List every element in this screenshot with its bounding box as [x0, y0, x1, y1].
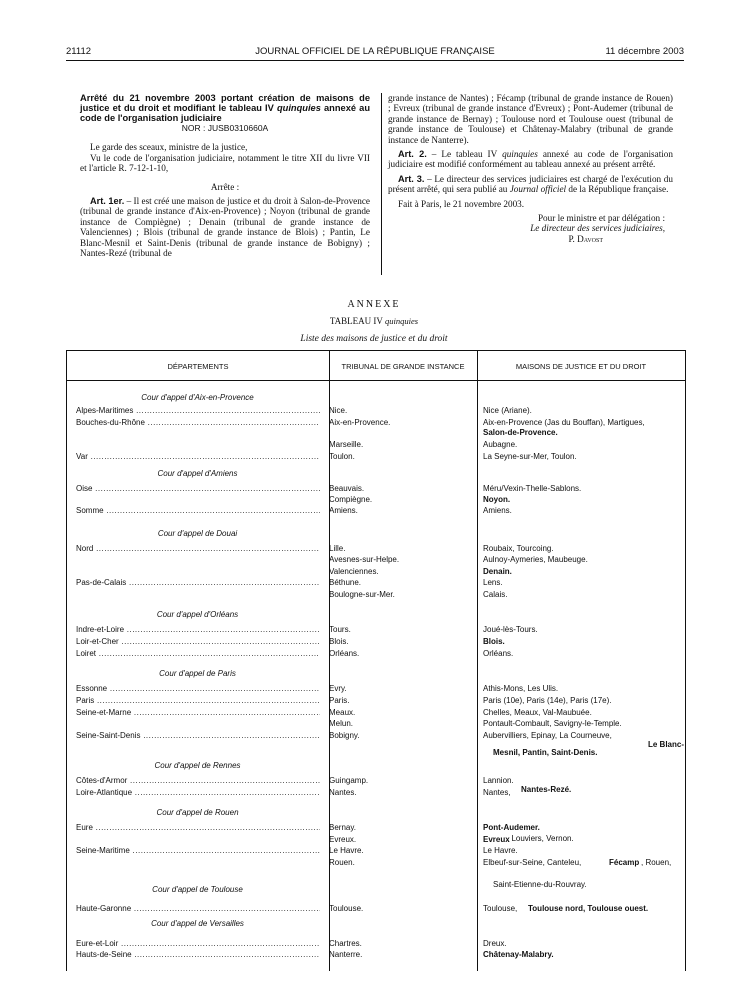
departement-cell: Loiret ..... [76, 649, 320, 659]
departement-cell: Paris ..... [76, 696, 320, 706]
maison-cell: Le Blanc- [648, 740, 685, 749]
maison-cell: , Louviers, Vernon. [507, 834, 574, 843]
tribunal-cell: Amiens. [329, 506, 358, 515]
departement-cell: Pas-de-Calais ..... [76, 578, 320, 588]
article-1: Art. 1er. – Il est créé une maison de justice et du droit à Salon-de-Provence (tribunal de grande instance d'Aix-en-Provence) ; Noyon (tribunal de grande instance de Compiègne) ; Denain (tribunal de grande instance de Valenciennes) ; Blois (tribunal de grande instance de Blois) ; Pantin, Le Blanc-Mesnil et Saint-Denis (tribunal de grande instance de Bobigny) ; Nantes-Rezé (tribunal de [80, 196, 370, 259]
col-header-departements: DÉPARTEMENTS [167, 362, 229, 371]
maison-cell: Elbeuf-sur-Seine, Canteleu, [483, 858, 582, 867]
court-heading: Cour d'appel de Rennes [154, 761, 241, 770]
court-heading: Cour d'appel de Paris [159, 669, 236, 678]
maison-cell: Orléans. [483, 649, 514, 658]
maison-cell: Aix-en-Provence (Jas du Bouffan), Martigues, [483, 418, 645, 427]
nor-reference: NOR : JUSB0310660A [181, 123, 269, 133]
tribunal-cell: Lille. [329, 544, 346, 553]
maison-cell: Chelles, Meaux, Val-Maubuée. [483, 708, 592, 717]
column-divider [381, 93, 382, 275]
maison-cell: Châtenay-Malabry. [483, 950, 554, 959]
maison-cell: Fécamp [609, 858, 640, 867]
departement-cell: Haute-Garonne ..... [76, 904, 320, 914]
signature-line-1: Pour le ministre et par délégation : [537, 213, 665, 224]
tribunal-cell: Compiègne. [329, 495, 373, 504]
annexe-title: ANNEXE [347, 299, 401, 310]
departement-cell: Bouches-du-Rhône ..... [76, 418, 320, 428]
maison-cell: Pontault-Combault, Savigny-le-Temple. [483, 719, 622, 728]
journal-title: JOURNAL OFFICIEL DE LA RÉPUBLIQUE FRANÇAISE [255, 46, 495, 57]
maison-cell: Noyon. [483, 495, 511, 504]
departement-cell: Var ..... [76, 452, 320, 462]
court-heading: Cour d'appel d'Amiens [157, 469, 238, 478]
maison-cell: Mesnil, Pantin, Saint-Denis. [493, 748, 598, 757]
tribunal-cell: Aix-en-Provence. [329, 418, 391, 427]
article-2: Art. 2. – Le tableau IV quinquies annexé au code de l'organisation judiciaire est modifié conformément au tableau annexé au présent arrêté. [388, 149, 673, 170]
tribunal-cell: Tours. [329, 625, 351, 634]
departement-cell: Loire-Atlantique ..... [76, 788, 320, 798]
tribunal-cell: Valenciennes. [329, 567, 379, 576]
departement-cell: Somme ..... [76, 506, 320, 516]
tribunal-cell: Evry. [329, 684, 347, 693]
signature-name: P. Davost [568, 233, 603, 244]
maison-cell: Lens. [483, 578, 503, 587]
maison-cell: Méru/Vexin-Thelle-Sablons. [483, 484, 582, 493]
article-1-continued: grande instance de Nantes) ; Fécamp (tribunal de grande instance de Rouen) ; Evreux (tribunal de grande instance d'Evreux) ; Pont-Audemer (tribunal de grande instance de Bernay) ; Toulouse nord et Toulouse ouest (tribunal de grande instance de Toulouse) et Châtenay-Malabry (tribunal de grande instance de Nanterre). [388, 93, 673, 145]
liste-title: Liste des maisons de justice et du droit [300, 334, 448, 344]
tribunal-cell: Paris. [329, 696, 350, 705]
tribunal-cell: Chartres. [329, 939, 362, 948]
signature-line-2: Le directeur des services judiciaires, [530, 223, 665, 234]
page-number: 21112 [66, 46, 92, 57]
tribunal-cell: Toulon. [329, 452, 355, 461]
departement-cell: Oise ..... [76, 484, 320, 494]
maison-cell: Roubaix, Tourcoing. [483, 544, 554, 553]
tribunal-cell: Avesnes-sur-Helpe. [329, 555, 400, 564]
tribunal-cell: Blois. [329, 637, 349, 646]
maison-cell: Le Havre. [483, 846, 518, 855]
tribunal-cell: Orléans. [329, 649, 360, 658]
court-heading: Cour d'appel de Toulouse [152, 885, 243, 894]
tableau-title: TABLEAU IV quinquies [329, 316, 419, 326]
table-divider-2 [477, 351, 478, 971]
tribunal-cell: Toulouse. [329, 904, 364, 913]
right-column [388, 93, 673, 244]
departement-cell: Seine-Saint-Denis ..... [76, 731, 320, 741]
departement-cell: Seine-Maritime ..... [76, 846, 320, 856]
maison-cell: Blois. [483, 637, 505, 646]
maison-cell: Toulouse, [483, 904, 518, 913]
tribunal-cell: Nantes. [329, 788, 357, 797]
tribunal-cell: Béthune. [329, 578, 362, 587]
maison-cell: Amiens. [483, 506, 512, 515]
tribunal-cell: Nanterre. [329, 950, 363, 959]
article-3: Art. 3. – Le directeur des services judiciaires est chargé de l'exécution du présent arrêté, qui sera publié au Journal officiel de la République française. [388, 173, 673, 195]
arrete-title: Arrêté du 21 novembre 2003 portant création de maisons de justice et du droit et modifiant le tableau IV quinquies annexé au code de l'organisation judiciaire [80, 93, 370, 123]
tribunal-cell: Bobigny. [329, 731, 360, 740]
departement-cell: Hauts-de-Seine ..... [76, 950, 320, 960]
tribunal-cell: Le Havre. [329, 846, 364, 855]
court-heading: Cour d'appel de Douai [157, 529, 238, 538]
court-heading: Cour d'appel de Rouen [156, 808, 239, 817]
maison-cell: Evreux [483, 835, 510, 844]
departement-cell: Seine-et-Marne ..... [76, 708, 320, 718]
para-garde: Le garde des sceaux, ministre de la justice, [90, 142, 248, 153]
para-vu: Vu le code de l'organisation judiciaire, notamment le titre XII du livre VII et l'article R. 7-12-1-10, [80, 152, 370, 174]
maison-cell: Dreux. [483, 939, 507, 948]
maison-cell: Nice (Ariane). [483, 406, 532, 415]
maison-cell: Aubagne. [483, 440, 518, 449]
departement-cell: Eure-et-Loir ..... [76, 939, 320, 949]
fait-a-paris: Fait à Paris, le 21 novembre 2003. [398, 198, 525, 209]
maison-cell: Calais. [483, 590, 508, 599]
maison-cell: , Rouen, [641, 858, 672, 867]
maison-cell: Nantes, [483, 788, 511, 797]
departement-cell: Loir-et-Cher ..... [76, 637, 320, 647]
tribunal-cell: Beauvais. [329, 484, 365, 493]
departement-cell: Essonne ..... [76, 684, 320, 694]
departement-cell: Indre-et-Loire ..... [76, 625, 320, 635]
tribunal-cell: Bernay. [329, 823, 356, 832]
tribunal-cell: Melun. [329, 719, 354, 728]
tribunal-cell: Nice. [329, 406, 348, 415]
departement-cell: Alpes-Maritimes ..... [76, 406, 320, 416]
annexe-table [66, 350, 686, 971]
tribunal-cell: Rouen. [329, 858, 355, 867]
maison-cell: Denain. [483, 567, 512, 576]
maison-cell: Pont-Audemer. [483, 823, 540, 832]
tribunal-cell: Guingamp. [329, 776, 369, 785]
departement-cell: Côtes-d'Armor ..... [76, 776, 320, 786]
maison-cell: Saint-Etienne-du-Rouvray. [493, 880, 587, 889]
tribunal-cell: Boulogne-sur-Mer. [329, 590, 395, 599]
tribunal-cell: Marseille. [329, 440, 364, 449]
col-header-tribunal: TRIBUNAL DE GRANDE INSTANCE [341, 362, 465, 371]
maison-cell: Aubervilliers, Epinay, La Courneuve, [483, 731, 612, 740]
col-header-maisons: MAISONS DE JUSTICE ET DU DROIT [515, 362, 647, 371]
departement-cell: Nord ..... [76, 544, 320, 554]
issue-date: 11 décembre 2003 [605, 46, 684, 57]
header-rule [66, 60, 684, 61]
maison-cell: Joué-lès-Tours. [483, 625, 538, 634]
maison-cell: La Seyne-sur-Mer, Toulon. [483, 452, 577, 461]
maison-cell: Paris (10e), Paris (14e), Paris (17e). [483, 696, 612, 705]
tribunal-cell: Evreux. [329, 835, 357, 844]
maison-cell: Athis-Mons, Les Ulis. [483, 684, 559, 693]
departement-cell: Eure ..... [76, 823, 320, 833]
table-header [67, 351, 685, 381]
maison-cell: Aulnoy-Aymeries, Maubeuge. [483, 555, 588, 564]
arrete-word: Arrête : [210, 181, 240, 192]
maison-cell: Lannion. [483, 776, 514, 785]
left-column [80, 93, 370, 258]
court-heading: Cour d'appel d'Aix-en-Provence [141, 393, 254, 402]
maison-cell: Nantes-Rezé. [521, 785, 572, 794]
maison-cell: Salon-de-Provence. [483, 428, 558, 437]
court-heading: Cour d'appel de Versailles [151, 919, 244, 928]
tribunal-cell: Meaux. [329, 708, 356, 717]
court-heading: Cour d'appel d'Orléans [156, 610, 239, 619]
maison-cell: Toulouse nord, Toulouse ouest. [528, 904, 649, 913]
